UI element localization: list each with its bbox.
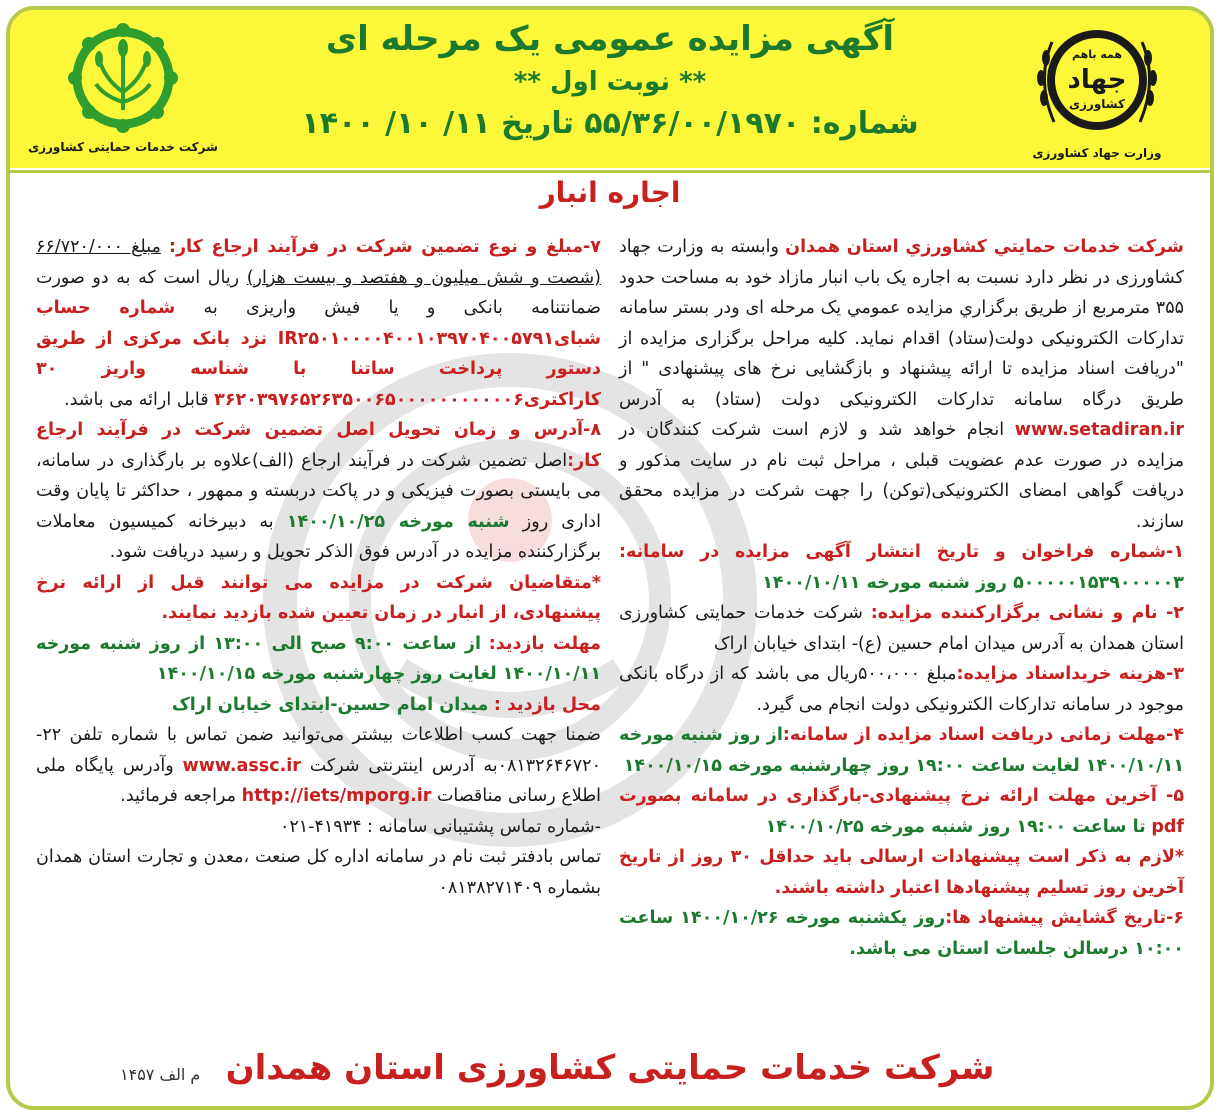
item-4 (619, 720, 1184, 781)
iets-link[interactable]: http://iets/mporg.ir (241, 786, 432, 806)
logo-top-text: همه باهم (1071, 48, 1123, 61)
item-6-label: ۶-تاریخ گشایش پیشنهاد ها: (945, 908, 1184, 928)
assc-caption: شرکت خدمات حمایتی کشاورزی (28, 140, 218, 154)
item-6-value: روز یکشنبه مورخه ۱۴۰۰/۱۰/۲۶ ساعت ۱۰:۰۰ درسالن جلسات استان می باشد. (619, 908, 1184, 959)
advertisement-frame (6, 6, 1214, 1110)
support-phone: -شماره تماس پشتیبانی سامانه : ۴۱۹۳۴-۰۲۱ (279, 816, 601, 837)
contact-text-2: وآدرس پایگاه ملی اطلاع رسانی مناقصات (36, 755, 601, 806)
visit-deadline-label: مهلت بازدید: (488, 633, 601, 654)
header-divider (10, 170, 1210, 173)
setad-link[interactable]: www.setadiran.ir (1014, 420, 1184, 440)
item-1-value: ۵۰۰۰۰۰۱۵۳۹۰۰۰۰۰۳ روز شنبه مورخه ۱۴۰۰/۱۰/۱۱ (762, 572, 1184, 593)
item-5-label: ۵- آخرین مهلت ارائه نرخ پیشنهادی-بارگذاری در سامانه بصورت (619, 786, 1184, 806)
contact-paragraph (36, 720, 601, 812)
item-7-amount: مبلغ ۶۶/۷۲۰/۰۰۰ (شصت و شش میلیون و هفتصد و بیست هزار) (36, 237, 601, 288)
item-2-value: شرکت خدمات حمایتی کشاورزی استان همدان به آدرس میدان امام حسین (ع)- ابتدای خیابان اراک (619, 603, 1184, 654)
company-name: شرکت خدمات حمایتي كشاورزي استان همدان (785, 237, 1184, 257)
visit-deadline-value: از ساعت ۹:۰۰ صبح الی ۱۳:۰۰ از روز شنبه مورخه ۱۴۰۰/۱۰/۱۱ لغایت روز چهارشنبه مورخه ۱۴۰۰/۱۰/۱۵ (36, 633, 601, 684)
wheat-emblem-icon (58, 22, 188, 134)
item-7 (36, 232, 601, 415)
logo-main-text: جهاد (1067, 65, 1127, 95)
round-label: ** نوبت اول ** (513, 67, 707, 97)
item-5 (619, 781, 1184, 842)
header-banner (10, 10, 1210, 168)
item-8 (36, 415, 601, 568)
assc-link[interactable]: www.assc.ir (182, 755, 301, 776)
ministry-caption: وزارت جهاد کشاورزی (1032, 146, 1162, 160)
item-3-label: ۳-هزینه خریداسناد مزایده: (956, 664, 1184, 684)
publication-code: م الف ۱۴۵۷ (120, 1065, 201, 1084)
visit-note: *متقاضیان شرکت در مزایده می توانند قبل از ارائه نرخ پیشنهادی، از انبار در زمان تعیین شده بازدید نمایند. (36, 572, 601, 623)
visit-place (36, 690, 601, 721)
item-3-value: مبلغ ۵۰۰،۰۰۰ریال می باشد که از درگاه بانکی موجود در سامانه تدارکات الکترونیکی دولت انجام می گیرد. (619, 664, 1184, 715)
assc-logo (28, 22, 218, 162)
item-8-label: ۸-آدرس و زمان تحویل اصل تضمین شرکت در فرآیند ارجاع کار: (36, 420, 601, 471)
visit-place-label: محل بازدید : (493, 694, 601, 715)
item-3 (619, 659, 1184, 720)
item-2 (619, 598, 1184, 659)
item-4-label: ۴-مهلت زمانی دریافت اسناد مزایده از سامانه: (782, 725, 1185, 745)
page-title: آگهی مزایده عمومی یک مرحله ای (325, 19, 895, 59)
intro-text: وابسته به وزارت جهاد کشاورزی در نظر دارد نسبت به اجاره یک باب انبار مازاد خود به مساحت حدود ۳۵۵ مترمربع از طريق برگزاري مزايده عمومي یک مرحله ای ودر بستر سامانه تدارکات الکترونیکی دولت(ستاد) اقدام نماید. کلیه مراحل برگزاری مزایده از "دریافت اسناد مزایده تا ارائه پیشنهاد و بازگشایی نرخ های پیشنهادی " از طریق درگاه سامانه تدارکات الکترونیکی دولت (ستاد) به آدرس (619, 237, 1184, 410)
right-column (619, 232, 1184, 964)
jahad-keshavarzi-logo (1002, 22, 1192, 162)
visit-place-value: میدان امام حسین-ابتدای خیابان اراک (171, 694, 489, 715)
jahad-emblem-icon (1022, 22, 1172, 140)
contact-text-1: ضمنا جهت کسب اطلاعات بیشتر می‌توانید ضمن تماس با شماره تلفن ۲۲- ۰۸۱۳۲۶۴۶۷۲۰به آدرس اینترنتی شرکت (36, 725, 601, 776)
item-7-text: ریال است که به دو صورت ضمانتنامه بانکی و یا فیش واریزی به (36, 267, 601, 318)
footer-company-name: شرکت خدمات حمایتی کشاورزی استان همدان (225, 1048, 995, 1088)
left-column (36, 232, 601, 903)
item-7-account: شماره حساب شبایIR۲۵۰۱۰۰۰۰۴۰۰۱۰۳۹۷۰۴۰۰۵۷۹۱ نزد بانک مرکزی از طریق دستور پرداخت ساتنا با شناسه واریز ۳۰ کاراکتری۳۶۲۰۳۹۷۶۵۲۶۳۵۰۰۶۵۰۰۰۰۰۰۰۰۰۰۰۶ (36, 298, 601, 410)
item-8-text-2: به دبیرخانه کمیسیون معاملات برگزارکننده مزایده در آدرس فوق الذکر تحویل و رسید دریافت شود. (36, 511, 601, 562)
validity-note: *لازم به ذکر است پیشنهادات ارسالی باید حداقل ۳۰ روز از تاریخ آخرین روز تسلیم پیشنهادها اعتبار داشته باشند. (619, 847, 1185, 898)
item-5-pdf: pdf (1151, 816, 1184, 837)
visit-deadline (36, 629, 601, 690)
item-4-value: از روز شنبه مورخه ۱۴۰۰/۱۰/۱۱ لغایت ساعت ۱۹:۰۰ روز چهارشنبه مورخه ۱۴۰۰/۱۰/۱۵ (619, 725, 1184, 776)
item-1-label: ۱-شماره فراخوان و تاریخ انتشار آگهی مزایده در سامانه: (619, 542, 1184, 562)
logo-bottom-text: کشاورزی (1069, 97, 1125, 111)
item-5-value: تا ساعت ۱۹:۰۰ روز شنبه مورخه ۱۴۰۰/۱۰/۲۵ (765, 816, 1146, 837)
item-7-label: ۷-مبلغ و نوع تضمین شرکت در فرآیند ارجاع کار: (168, 237, 601, 257)
title-block (260, 14, 960, 148)
contact-text-3: مراجعه فرمائید. (120, 786, 237, 806)
section-title: اجاره انبار (539, 176, 681, 209)
notice-number: شماره: ۵۵/۳۶/۰۰/۱۹۷۰ تاریخ ۱۱/ ۱۰/ ۱۴۰۰ (301, 106, 919, 141)
item-1 (619, 537, 1184, 598)
item-2-label: ۲- نام و نشانی برگزارکننده مزایده: (870, 603, 1184, 623)
intro-text-2: انجام خواهد شد و لازم است شرکت کنندگان در مزایده در صورت عدم عضویت قبلی ، مراحل ثبت نام در سایت مذکور و دریافت گواهی امضای الکترونیکی(توکن) را جهت شرکت در مزایده محقق سازند. (619, 420, 1184, 532)
registry-contact: تماس بادفتر ثبت نام در سامانه اداره کل صنعت ،معدن و تجارت استان همدان بشماره ۰۸۱۳۸۲۷۱۴۰۹ (36, 847, 601, 898)
item-8-text-1: اصل تضمین شرکت در فرآیند ارجاع (الف)علاوه بر بارگذاری در سامانه، می بایستی بصورت فیزیکی و در پاکت دربسته و ممهور ، حداکثر تا پایان وقت اداری روز (36, 450, 601, 532)
intro-paragraph (619, 232, 1184, 537)
item-6 (619, 903, 1184, 964)
item-7-end: قابل ارائه می باشد. (64, 389, 209, 410)
item-8-date: شنبه مورخه ۱۴۰۰/۱۰/۲۵ (286, 511, 510, 532)
